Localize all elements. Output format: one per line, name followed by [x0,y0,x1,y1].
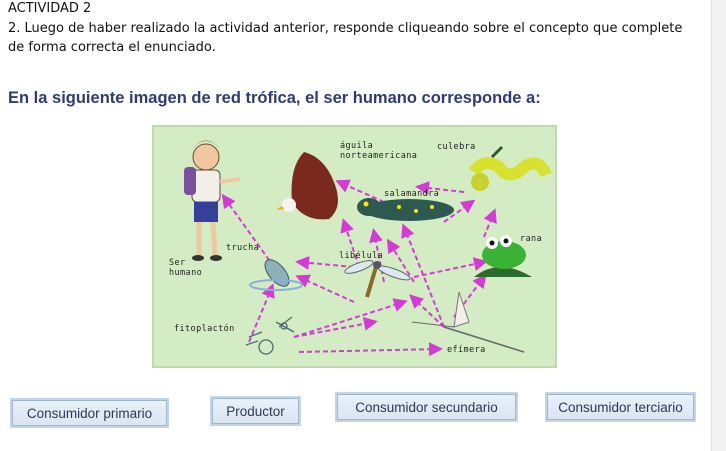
label-aguila: águila norteamericana [340,141,418,161]
option-consumidor-terciario[interactable]: Consumidor terciario [545,392,696,422]
option-consumidor-primario[interactable]: Consumidor primario [10,398,169,428]
label-libelula: libélula [339,251,384,261]
label-fitoplancton: fitoplactón [174,324,235,334]
food-web-image [152,125,557,368]
label-trucha: trucha [226,243,260,253]
activity-instructions: 2. Luego de haber realizado la actividad anterior, responde cliqueando sobre el concepto que complete de forma correcta el enunciado. [8,21,683,55]
page-scrollbar[interactable] [711,0,726,451]
dragonfly-figure [344,258,412,297]
snake-figure [471,147,546,191]
option-productor[interactable]: Productor [210,396,301,426]
phytoplankton-figure [246,317,294,354]
salamander-figure [357,198,454,221]
eagle-figure [276,152,338,219]
label-efimera: efímera [447,345,486,355]
label-culebra: culebra [437,142,476,152]
label-rana: rana [520,234,543,244]
label-ser-humano: Ser humano [169,258,203,278]
activity-heading: ACTIVIDAD 2 [8,1,92,16]
question-text: En la siguiente imagen de red trófica, el ser humano corresponde a: [8,89,541,107]
mayfly-figure [412,292,524,352]
label-salamandra: salamandra [384,189,440,199]
trout-figure [250,256,302,291]
option-consumidor-secundario[interactable]: Consumidor secundario [335,392,518,422]
